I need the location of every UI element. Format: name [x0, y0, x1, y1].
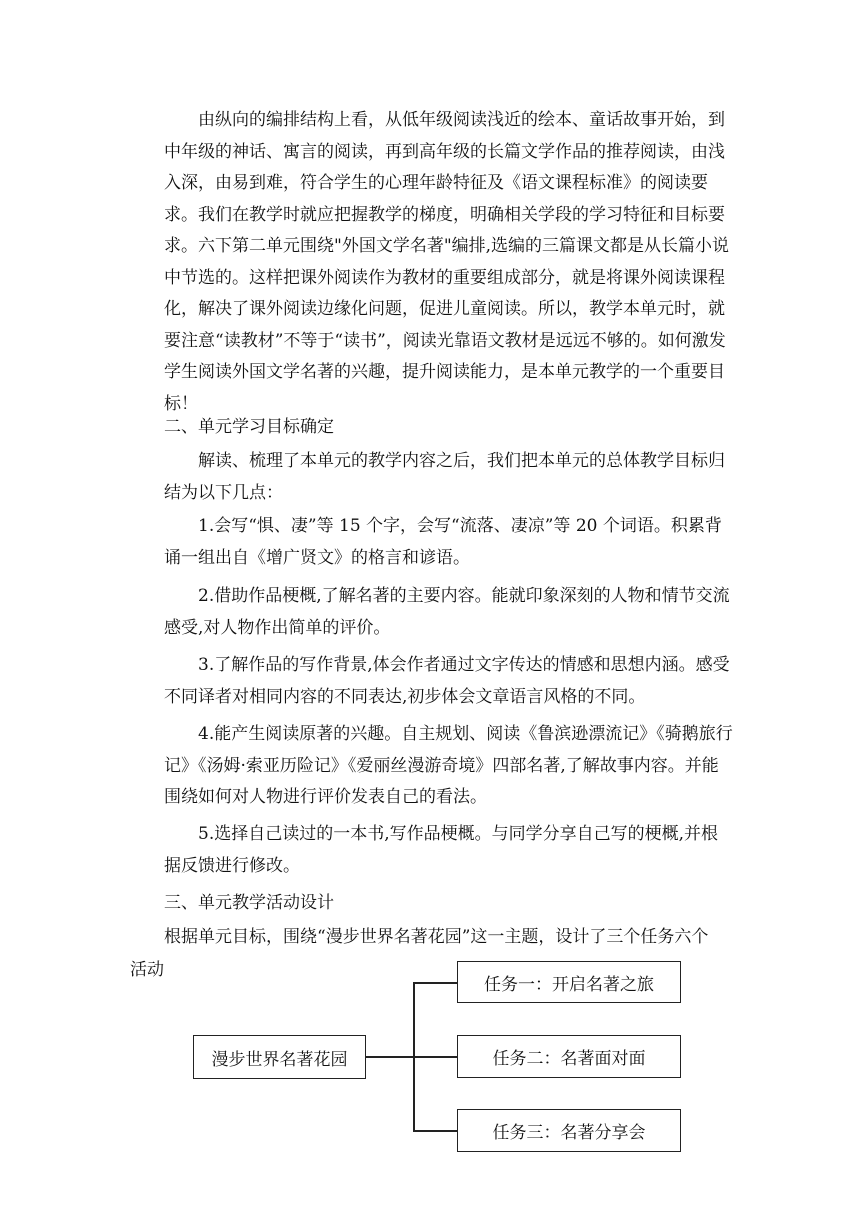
goal-5: 5.选择自己读过的一本书,写作品梗概。与同学分享自己写的梗概,并根据反馈进行修改。 [164, 824, 719, 876]
paragraph-goals-intro: 解读、梳理了本单元的教学内容之后，我们把本单元的总体教学目标归结为以下几点： [164, 451, 725, 503]
diagram-task-2-box [457, 1035, 681, 1078]
connector-root [366, 1056, 414, 1058]
connector-task-2 [413, 1056, 458, 1058]
connector-task-1 [413, 982, 458, 984]
diagram-task-1-box [457, 961, 681, 1003]
diagram-task-3-box [457, 1109, 681, 1152]
diagram-task-2-label: 任务二：名著面对面 [492, 1049, 646, 1069]
connector-task-3 [413, 1130, 458, 1132]
goal-2: 2.借助作品梗概,了解名著的主要内容。能就印象深刻的人物和情节交流感受,对人物作出简单的评价。 [164, 586, 730, 638]
paragraph-activities-end: 活动 [130, 960, 164, 980]
goal-3: 3.了解作品的写作背景,体会作者通过文字传达的情感和思想内涵。感受不同译者对相同内容的不同表达,初步体会文章语言风格的不同。 [164, 655, 730, 707]
heading-section-2: 二、单元学习目标确定 [164, 417, 334, 437]
paragraph-activities: 根据单元目标，围绕“漫步世界名著花园”这一主题，设计了三个任务六个 [164, 927, 709, 947]
goal-4: 4.能产生阅读原著的兴趣。自主规划、阅读《鲁滨逊漂流记》《骑鹅旅行记》《汤姆·索亚历险记》《爱丽丝漫游奇境》四部名著,了解故事内容。并能围绕如何对人物进行评价发表自己的看法。 [164, 724, 733, 807]
goal-1: 1.会写“惧、凄”等 15 个字，会写“流落、凄凉”等 20 个词语。积累背诵一组出自《增广贤文》的格言和谚语。 [164, 516, 722, 568]
diagram-task-3-label: 任务三：名著分享会 [492, 1123, 646, 1143]
diagram-root-label: 漫步世界名著花园 [211, 1049, 348, 1070]
heading-section-3: 三、单元教学活动设计 [164, 893, 334, 913]
diagram-root-box [193, 1035, 366, 1079]
paragraph-intro: 由纵向的编排结构上看，从低年级阅读浅近的绘本、童话故事开始，到中年级的神话、寓言的阅读，再到高年级的长篇文学作品的推荐阅读，由浅入深，由易到难，符合学生的心理年龄特征及《语文课程标准》的阅读要求。我们在教学时就应把握教学的梯度，明确相关学段的学习特征和目标要求。六下第二单元围绕"外国文学名著"编排,选编的三篇课文都是从长篇小说中节选的。这样把课外阅读作为教材的重要组成部分，就是将课外阅读课程化，解决了课外阅读边缘化问题，促进儿童阅读。所以，教学本单元时，就要注意“读教材”不等于“读书”，阅读光靠语文教材是远远不够的。如何激发学生阅读外国文学名著的兴趣，提升阅读能力，是本单元教学的一个重要目标！ [164, 110, 730, 414]
diagram-task-1-label: 任务一：开启名著之旅 [484, 974, 654, 995]
